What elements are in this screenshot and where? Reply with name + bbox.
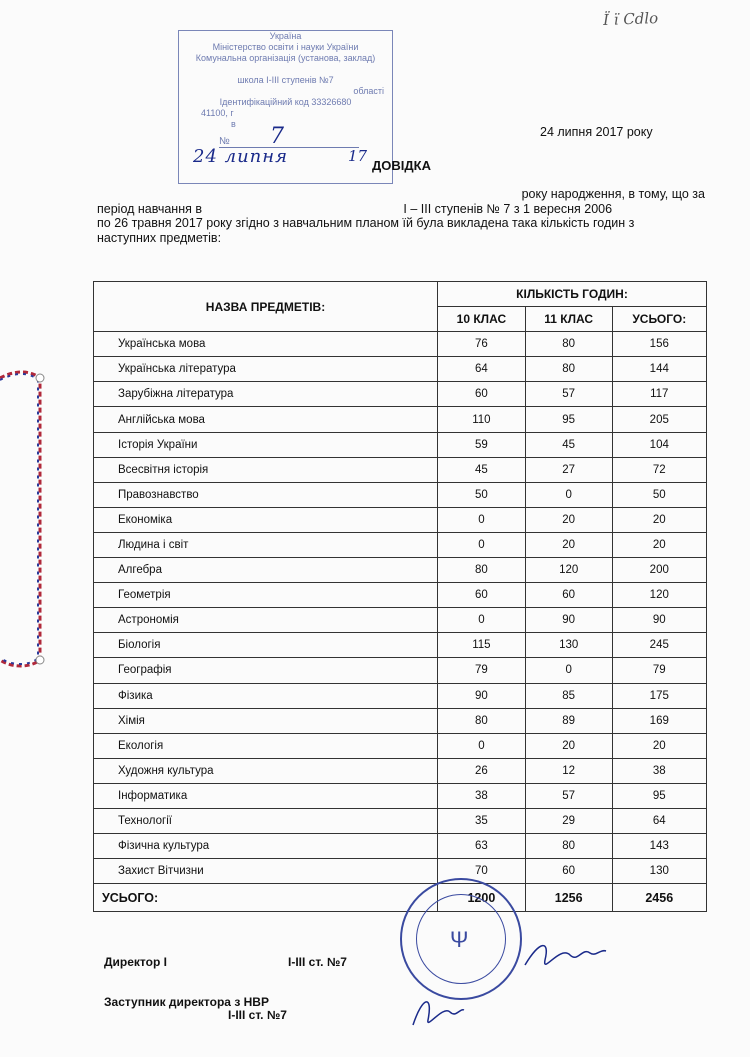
hours-grade-10: 35 — [438, 808, 526, 833]
stamp-line: Україна — [269, 31, 302, 41]
hours-grade-10: 26 — [438, 758, 526, 783]
hours-total: 104 — [612, 432, 706, 457]
hours-total: 169 — [612, 708, 706, 733]
hours-grade-11: 60 — [525, 859, 612, 884]
hours-total: 205 — [612, 407, 706, 432]
subject-name: Географія — [94, 658, 438, 683]
subject-name: Всесвітня історія — [94, 457, 438, 482]
hours-total: 245 — [612, 633, 706, 658]
hours-grade-10: 0 — [438, 733, 526, 758]
table-row — [94, 482, 707, 507]
hours-total: 117 — [612, 382, 706, 407]
table-row — [94, 783, 707, 808]
hours-total: 156 — [612, 332, 706, 357]
hours-total: 144 — [612, 357, 706, 382]
hours-total: 120 — [612, 583, 706, 608]
total-grade-10: 1200 — [438, 884, 526, 912]
hours-grade-10: 60 — [438, 583, 526, 608]
intro-line: по 26 травня 2017 року згідно з навчальним планом їй була викладена така кількість годин з — [97, 216, 635, 230]
stamp-line: Ідентифікаційний код 33326680 — [219, 97, 352, 107]
deputy-school: І-ІІІ ст. №7 — [228, 1008, 287, 1022]
subject-name: Хімія — [94, 708, 438, 733]
total-row — [94, 884, 707, 912]
stamp-line: області — [353, 86, 384, 96]
hours-grade-11: 12 — [525, 758, 612, 783]
hours-grade-10: 63 — [438, 834, 526, 859]
hours-total: 20 — [612, 507, 706, 532]
hours-grade-11: 130 — [525, 633, 612, 658]
hours-grade-11: 80 — [525, 357, 612, 382]
table-row — [94, 407, 707, 432]
hours-grade-11: 45 — [525, 432, 612, 457]
hours-total: 175 — [612, 683, 706, 708]
hours-grade-11: 80 — [525, 834, 612, 859]
hours-total: 143 — [612, 834, 706, 859]
header-subject: НАЗВА ПРЕДМЕТІВ: — [94, 282, 438, 332]
hours-grade-11: 89 — [525, 708, 612, 733]
stamp-line: школа І-ІІІ ступенів №7 — [237, 75, 334, 85]
table-row — [94, 859, 707, 884]
subject-name: Англійська мова — [94, 407, 438, 432]
table-row — [94, 457, 707, 482]
table-body — [94, 332, 707, 912]
subject-name: Українська мова — [94, 332, 438, 357]
table-row — [94, 658, 707, 683]
hours-grade-10: 0 — [438, 532, 526, 557]
hours-grade-11: 120 — [525, 558, 612, 583]
hours-grade-11: 80 — [525, 332, 612, 357]
school-seal — [400, 878, 522, 1000]
subject-name: Фізика — [94, 683, 438, 708]
hours-total: 95 — [612, 783, 706, 808]
subject-name: Українська література — [94, 357, 438, 382]
total-label: УСЬОГО: — [94, 884, 438, 912]
subject-name: Зарубіжна література — [94, 382, 438, 407]
stamp-line — [179, 64, 392, 75]
intro-line: наступних предметів: — [97, 230, 222, 245]
stamp-line: 41100, г — [201, 108, 234, 118]
subject-name: Геометрія — [94, 583, 438, 608]
table-row — [94, 583, 707, 608]
deputy-signature — [408, 990, 468, 1035]
hours-grade-11: 27 — [525, 457, 612, 482]
hours-grade-11: 29 — [525, 808, 612, 833]
subject-name: Художня культура — [94, 758, 438, 783]
hours-total: 200 — [612, 558, 706, 583]
table-row — [94, 507, 707, 532]
subject-name: Астрономія — [94, 608, 438, 633]
hours-total: 130 — [612, 859, 706, 884]
hours-grade-10: 50 — [438, 482, 526, 507]
hours-total: 20 — [612, 532, 706, 557]
hours-grade-10: 80 — [438, 558, 526, 583]
hours-total: 90 — [612, 608, 706, 633]
hours-grade-11: 57 — [525, 783, 612, 808]
hours-grade-10: 70 — [438, 859, 526, 884]
stamp-line: Міністерство освіти і науки України — [212, 42, 359, 52]
hours-grade-10: 45 — [438, 457, 526, 482]
hours-grade-10: 79 — [438, 658, 526, 683]
deputy-title: Заступник директора з НВР — [104, 995, 269, 1009]
subject-name: Екологія — [94, 733, 438, 758]
director-school: І-ІІІ ст. №7 — [288, 955, 347, 969]
subject-name: Біологія — [94, 633, 438, 658]
hours-grade-10: 60 — [438, 382, 526, 407]
table-row — [94, 683, 707, 708]
hours-grade-10: 90 — [438, 683, 526, 708]
hours-grade-11: 20 — [525, 733, 612, 758]
binding-thread — [0, 370, 46, 670]
hours-grade-11: 60 — [525, 583, 612, 608]
table-row — [94, 382, 707, 407]
hours-grade-10: 59 — [438, 432, 526, 457]
hours-grade-11: 95 — [525, 407, 612, 432]
total-grade-11: 1256 — [525, 884, 612, 912]
handwritten-year: 17 — [348, 147, 368, 165]
subject-name: Історія України — [94, 432, 438, 457]
table-row — [94, 332, 707, 357]
header-hours: КІЛЬКІСТЬ ГОДИН: — [438, 282, 707, 307]
hours-total: 72 — [612, 457, 706, 482]
trident-icon: Ψ — [450, 927, 469, 952]
subject-name: Захист Вітчизни — [94, 859, 438, 884]
hours-table — [93, 281, 707, 912]
hours-total: 38 — [612, 758, 706, 783]
intro-line: року народження, в тому, що за — [521, 187, 705, 201]
table-row — [94, 608, 707, 633]
hours-total: 50 — [612, 482, 706, 507]
subject-name: Економіка — [94, 507, 438, 532]
stamp-line: в — [231, 119, 236, 129]
stamp-number-label: № — [219, 136, 359, 148]
header-grade-11: 11 КЛАС — [525, 307, 612, 332]
header-grade-10: 10 КЛАС — [438, 307, 526, 332]
table-row — [94, 758, 707, 783]
hours-grade-10: 0 — [438, 608, 526, 633]
hours-grade-10: 64 — [438, 357, 526, 382]
table-row — [94, 733, 707, 758]
intro-line: період навчання в І – ІІІ ступенів № 7 з 1 вересня 2006 — [97, 201, 613, 216]
table-row — [94, 432, 707, 457]
hours-grade-10: 110 — [438, 407, 526, 432]
intro-paragraph — [97, 187, 709, 245]
table-row — [94, 708, 707, 733]
hours-total: 64 — [612, 808, 706, 833]
hours-grade-10: 80 — [438, 708, 526, 733]
subject-name: Правознавство — [94, 482, 438, 507]
hours-total: 20 — [612, 733, 706, 758]
hours-grade-11: 20 — [525, 532, 612, 557]
subject-name: Людина і світ — [94, 532, 438, 557]
subject-name: Інформатика — [94, 783, 438, 808]
hours-grade-11: 0 — [525, 482, 612, 507]
hours-grade-11: 90 — [525, 608, 612, 633]
subject-name: Технології — [94, 808, 438, 833]
hours-grade-10: 115 — [438, 633, 526, 658]
hours-grade-11: 57 — [525, 382, 612, 407]
stamp-line: Комунальна організація (установа, заклад) — [195, 53, 376, 63]
hours-grade-11: 0 — [525, 658, 612, 683]
director-signature — [520, 935, 610, 985]
table-row — [94, 532, 707, 557]
handwritten-number: 7 — [270, 124, 284, 149]
subject-name: Алгебра — [94, 558, 438, 583]
subject-name: Фізична культура — [94, 834, 438, 859]
hours-total: 79 — [612, 658, 706, 683]
hours-grade-10: 0 — [438, 507, 526, 532]
table-row — [94, 808, 707, 833]
director-title: Директор І — [104, 955, 167, 969]
total-all: 2456 — [612, 884, 706, 912]
hours-grade-11: 20 — [525, 507, 612, 532]
hours-grade-10: 38 — [438, 783, 526, 808]
header-total: УСЬОГО: — [612, 307, 706, 332]
table-row — [94, 633, 707, 658]
table-row — [94, 558, 707, 583]
hours-grade-10: 76 — [438, 332, 526, 357]
hours-grade-11: 85 — [525, 683, 612, 708]
handwritten-date: 24 липня — [193, 146, 289, 167]
document-date: 24 липня 2017 року — [540, 125, 653, 139]
handwritten-top-note: Ї ї Cdlo — [602, 9, 659, 29]
document-title: ДОВІДКА — [372, 158, 431, 173]
table-row — [94, 834, 707, 859]
table-row — [94, 357, 707, 382]
